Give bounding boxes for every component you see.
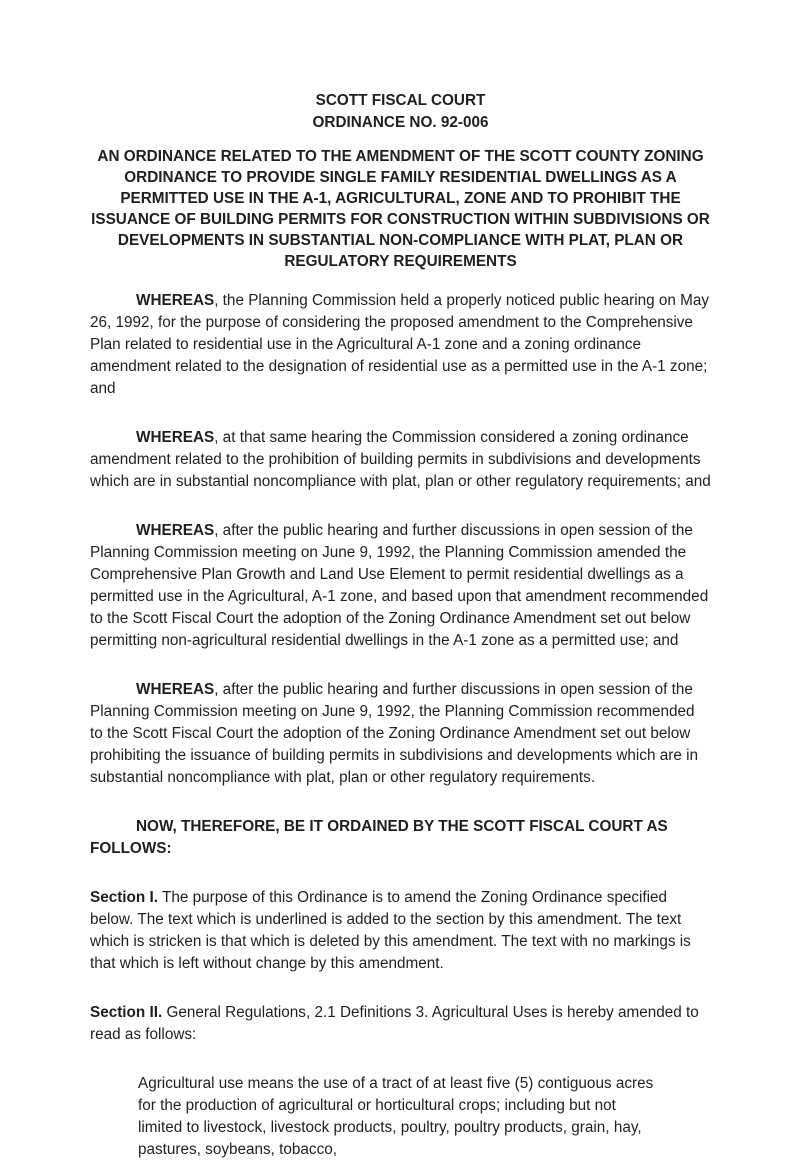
enacting-clause: NOW, THEREFORE, BE IT ORDAINED BY THE SCOTT FISCAL COURT AS FOLLOWS:: [90, 818, 668, 857]
whereas-clause-2: [90, 427, 711, 493]
whereas-clause-4: [90, 679, 711, 789]
section-1-paragraph: [90, 887, 711, 975]
whereas-lead: WHEREAS: [136, 292, 215, 309]
agricultural-definition-paragraph: Agricultural use means the use of a tract of at least five (5) contiguous acres for the production of agricultural or horticultural crops; including but not limited to livestock, livestock products, poultry, poultry products, grain, hay, pastures, soybeans, tobacco,: [138, 1075, 654, 1158]
section-2-text: General Regulations, 2.1 Definitions 3. Agricultural Uses is hereby amended to read as follows:: [90, 1004, 699, 1043]
section-1-label: Section I.: [90, 889, 158, 906]
whereas-clause-1: [90, 290, 711, 400]
whereas-text: , the Planning Commission held a properly noticed public hearing on May 26, 1992, for the purpose of considering the proposed amendment to the Comprehensive Plan related to residential use in the Agricultural A-1 zone and a zoning ordinance amendment related to the designation of residential use as a permitted use in the A-1 zone; and: [90, 292, 710, 397]
section-1-text: The purpose of this Ordinance is to amend the Zoning Ordinance specified below. The text which is underlined is added to the section by this amendment. The text which is stricken is that which is deleted by this amendment. The text with no markings is that which is left without change by this amendment.: [90, 889, 691, 972]
ordinance-number: ORDINANCE NO. 92-006: [312, 114, 489, 131]
whereas-lead: WHEREAS: [136, 429, 215, 446]
section-2-paragraph: [90, 1002, 711, 1046]
whereas-clause-3: [90, 520, 711, 652]
whereas-text: , after the public hearing and further discussions in open session of the Planning Commission meeting on June 9, 1992, the Planning Commission recommended to the Scott Fiscal Court the adoption of the Zoning Ordinance Amendment set out below prohibiting the issuance of building permits in subdivisions and developments which are in substantial noncompliance with plat, plan or other regulatory requirements.: [90, 681, 698, 786]
whereas-text: , after the public hearing and further discussions in open session of the Planning Commission meeting on June 9, 1992, the Planning Commission amended the Comprehensive Plan Growth and Land Use Element to permit residential dwellings as a permitted use in the Agricultural, A-1 zone, and based upon that amendment recommended to the Scott Fiscal Court the adoption of the Zoning Ordinance Amendment set out below permitting non-agricultural residential dwellings in the A-1 zone as a permitted use; and: [90, 522, 709, 649]
ordinance-heading: AN ORDINANCE RELATED TO THE AMENDMENT OF THE SCOTT COUNTY ZONING ORDINANCE TO PROVIDE SINGLE FAMILY RESIDENTIAL DWELLINGS AS A PERMITTED USE IN THE A-1, AGRICULTURAL, ZONE AND TO PROHIBIT THE ISSUANCE OF BUILDING PERMITS FOR CONSTRUCTION WITHIN SUBDIVISIONS OR DEVELOPMENTS IN SUBSTANTIAL NON-COMPLIANCE WITH PLAT, PLAN OR REGULATORY REQUIREMENTS: [91, 148, 710, 270]
section-2-label: Section II.: [90, 1004, 163, 1021]
whereas-lead: WHEREAS: [136, 681, 215, 698]
whereas-lead: WHEREAS: [136, 522, 215, 539]
document-title-block: [90, 90, 711, 134]
whereas-text: , at that same hearing the Commission considered a zoning ordinance amendment related to the prohibition of building permits in subdivisions and developments which are in substantial noncompliance with plat, plan or other regulatory requirements; and: [90, 429, 711, 490]
court-title: SCOTT FISCAL COURT: [315, 92, 486, 109]
